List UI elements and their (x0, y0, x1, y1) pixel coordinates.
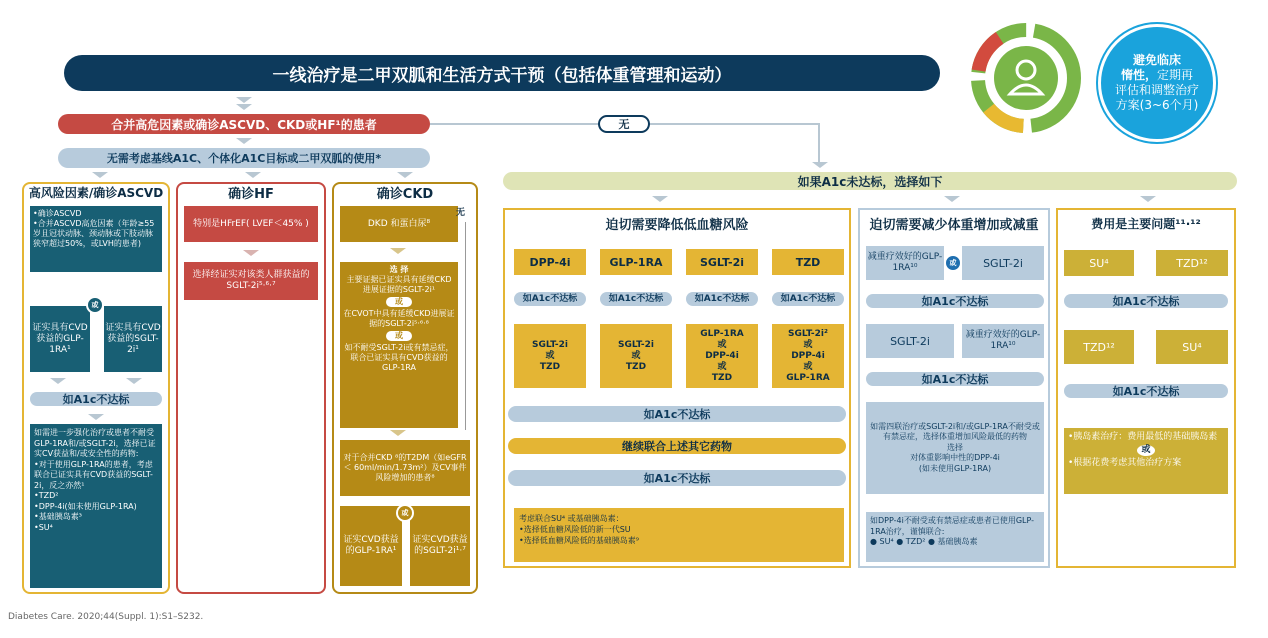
hypo-drug-4: TZD (772, 249, 844, 275)
ascvd-or: 或 (86, 296, 104, 314)
hypo-continue: 继续联合上述其它药物 (508, 438, 846, 454)
cost-options (1064, 428, 1228, 494)
hf-column (176, 182, 326, 594)
weight-fail2: 如A1c不达标 (866, 372, 1044, 386)
ckd-or: 或 (396, 504, 414, 522)
ascvd-sglt2: 证实具有CVD获益的SGLT-2i¹ (104, 306, 162, 372)
ckd-box1: DKD 和蛋白尿⁸ (340, 206, 458, 242)
hypo-fail-2: 如A1c不达标 (600, 292, 672, 306)
cost-a: SU⁴ (1064, 250, 1134, 276)
hypo-combo-1: SGLT-2i 或 TZD (514, 324, 586, 388)
ascvd-fail: 如A1c不达标 (30, 392, 162, 406)
ckd-title: 确诊CKD (376, 186, 434, 202)
hypo-drug-3: SGLT-2i (686, 249, 758, 275)
none-pill: 无 (598, 115, 650, 133)
weight-a: 减重疗效好的GLP-1RA¹⁰ (866, 246, 944, 280)
badge-line1: 避免临床 (1132, 53, 1181, 67)
hypo-fail-1: 如A1c不达标 (514, 292, 586, 306)
hf-title: 确诊HF (228, 186, 274, 202)
a1c-target-banner: 如果A1c未达标，选择如下 (503, 172, 1237, 190)
ckd-opt3: 如不耐受SGLT-2i或有禁忌症，联合已证实具有CVD获益的GLP-1RA (344, 343, 454, 372)
hypo-combo-4: SGLT-2i² 或 DPP-4i 或 GLP-1RA (772, 324, 844, 388)
hypo-combo-2: SGLT-2i 或 TZD (600, 324, 672, 388)
badge-line3: 定期再 (1157, 68, 1194, 82)
cost-b: TZD¹² (1156, 250, 1228, 276)
weight-final: 如DPP-4i不耐受或有禁忌症或患者已使用GLP-1RA治疗，谨慎联合: ● SU⁴ ● TZD² ● 基础胰岛素 (866, 512, 1044, 562)
ckd-opt2: 在CVOT中具有延缓CKD进展证据的SGLT-2i⁵·⁶·⁸ (343, 309, 455, 328)
cost-fail: 如A1c不达标 (1064, 294, 1228, 308)
ascvd-bullets: •确诊ASCVD •合并ASCVD高危因素（年龄≥55岁且冠状动脉、颈动脉或下肢动脉狭窄超过50%，或LVH的患者) (30, 206, 162, 272)
cost-opt1: •胰岛素治疗：费用最低的基础胰岛素 (1068, 432, 1218, 442)
cost-fail2: 如A1c不达标 (1064, 384, 1228, 398)
no-baseline-banner: 无需考虑基线A1C、个体化A1C目标或二甲双胍的使用* (58, 148, 430, 168)
high-risk-banner: 合并高危因素或确诊ASCVD、CKD或HF¹的患者 (58, 114, 430, 134)
badge-line4: 评估和调整治疗 (1114, 83, 1199, 97)
ckd-glp1: 证实CVD获益的GLP-1RA¹ (340, 506, 402, 586)
hf-box1: 特别是HFrEF( LVEF＜45% ) (184, 206, 318, 242)
ckd-or2: 或 (386, 331, 412, 341)
hypo-final: 考虑联合SU⁴ 或基础胰岛素： •选择低血糖风险低的新一代SU •选择低血糖风险低的基础胰岛素⁹ (514, 508, 844, 562)
badge-line2: 惰性， (1120, 68, 1157, 82)
weight-b: SGLT-2i (962, 246, 1044, 280)
hypo-fail-final: 如A1c不达标 (508, 470, 846, 486)
ckd-select-box (340, 262, 458, 428)
ascvd-glp1: 证实具有CVD获益的GLP-1RA¹ (30, 306, 90, 372)
weight-d: 减重疗效好的GLP-1RA¹⁰ (962, 324, 1044, 358)
weight-title: 迫切需要减少体重增加或减重 (869, 217, 1039, 233)
hypo-fail-4: 如A1c不达标 (772, 292, 844, 306)
ascvd-title: 高风险因素/确诊ASCVD (28, 185, 164, 200)
weight-c: SGLT-2i (866, 324, 954, 358)
cost-c: TZD¹² (1064, 330, 1134, 364)
cycle-ring-icon (966, 18, 1086, 138)
ckd-opt1: 主要证据已证实具有延缓CKD进展证据的SGLT-2i¹ (346, 275, 452, 294)
cost-opt2: •根据花费考虑其他治疗方案 (1068, 458, 1182, 468)
cost-title: 费用是主要问题¹¹·¹² (1091, 216, 1201, 231)
ckd-or1: 或 (386, 297, 412, 307)
ascvd-detail: 如需进一步强化治疗或患者不耐受GLP-1RA和/或SGLT-2i，选择已证实CV获益和/或安全性的药物: •对于使用GLP-1RA的患者，考虑联合已证实具有CVD获益的SGLT-2i，反之亦然¹ •TZD² •DPP-4i(如未使用GLP-1RA) •基础胰岛素³ •SU⁴ (30, 424, 162, 588)
ckd-none: 无 (456, 208, 466, 218)
weight-fail: 如A1c不达标 (866, 294, 1044, 308)
ckd-sglt2: 证实CVD获益的SGLT-2i¹·⁷ (410, 506, 470, 586)
cost-or: 或 (1137, 445, 1155, 456)
footer-reference: Diabetes Care. 2020;44(Suppl. 1):S1–S232. (8, 612, 204, 622)
hypo-fail-3: 如A1c不达标 (686, 292, 758, 306)
hypo-drug-1: DPP-4i (514, 249, 586, 275)
reassess-badge (1098, 24, 1216, 142)
main-title: 一线治疗是二甲双胍和生活方式干预（包括体重管理和运动） (64, 55, 940, 91)
ckd-box2: 对于合并CKD ⁸的T2DM（如eGFR ＜ 60ml/min/1.73m²）及CV事件风险增加的患者⁸ (340, 440, 470, 496)
weight-or: 或 (944, 254, 962, 272)
hypo-title: 迫切需要降低低血糖风险 (605, 217, 749, 233)
cycle-graphic (966, 18, 1086, 138)
hypo-combo-3: GLP-1RA 或 DPP-4i 或 TZD (686, 324, 758, 388)
badge-line5: 方案(3~6个月) (1115, 98, 1199, 112)
hypo-drug-2: GLP-1RA (600, 249, 672, 275)
hf-box2: 选择经证实对该类人群获益的SGLT-2i⁵·⁶·⁷ (184, 262, 318, 300)
cost-d: SU⁴ (1156, 330, 1228, 364)
weight-note: 如需四联治疗或SGLT-2i和/或GLP-1RA不耐受或有禁忌症，选择体重增加风险最低的药物 选择 对体重影响中性的DPP-4i (如未使用GLP-1RA) (866, 402, 1044, 494)
ckd-select: 选 择 (389, 265, 409, 274)
hypo-fail-all: 如A1c不达标 (508, 406, 846, 422)
